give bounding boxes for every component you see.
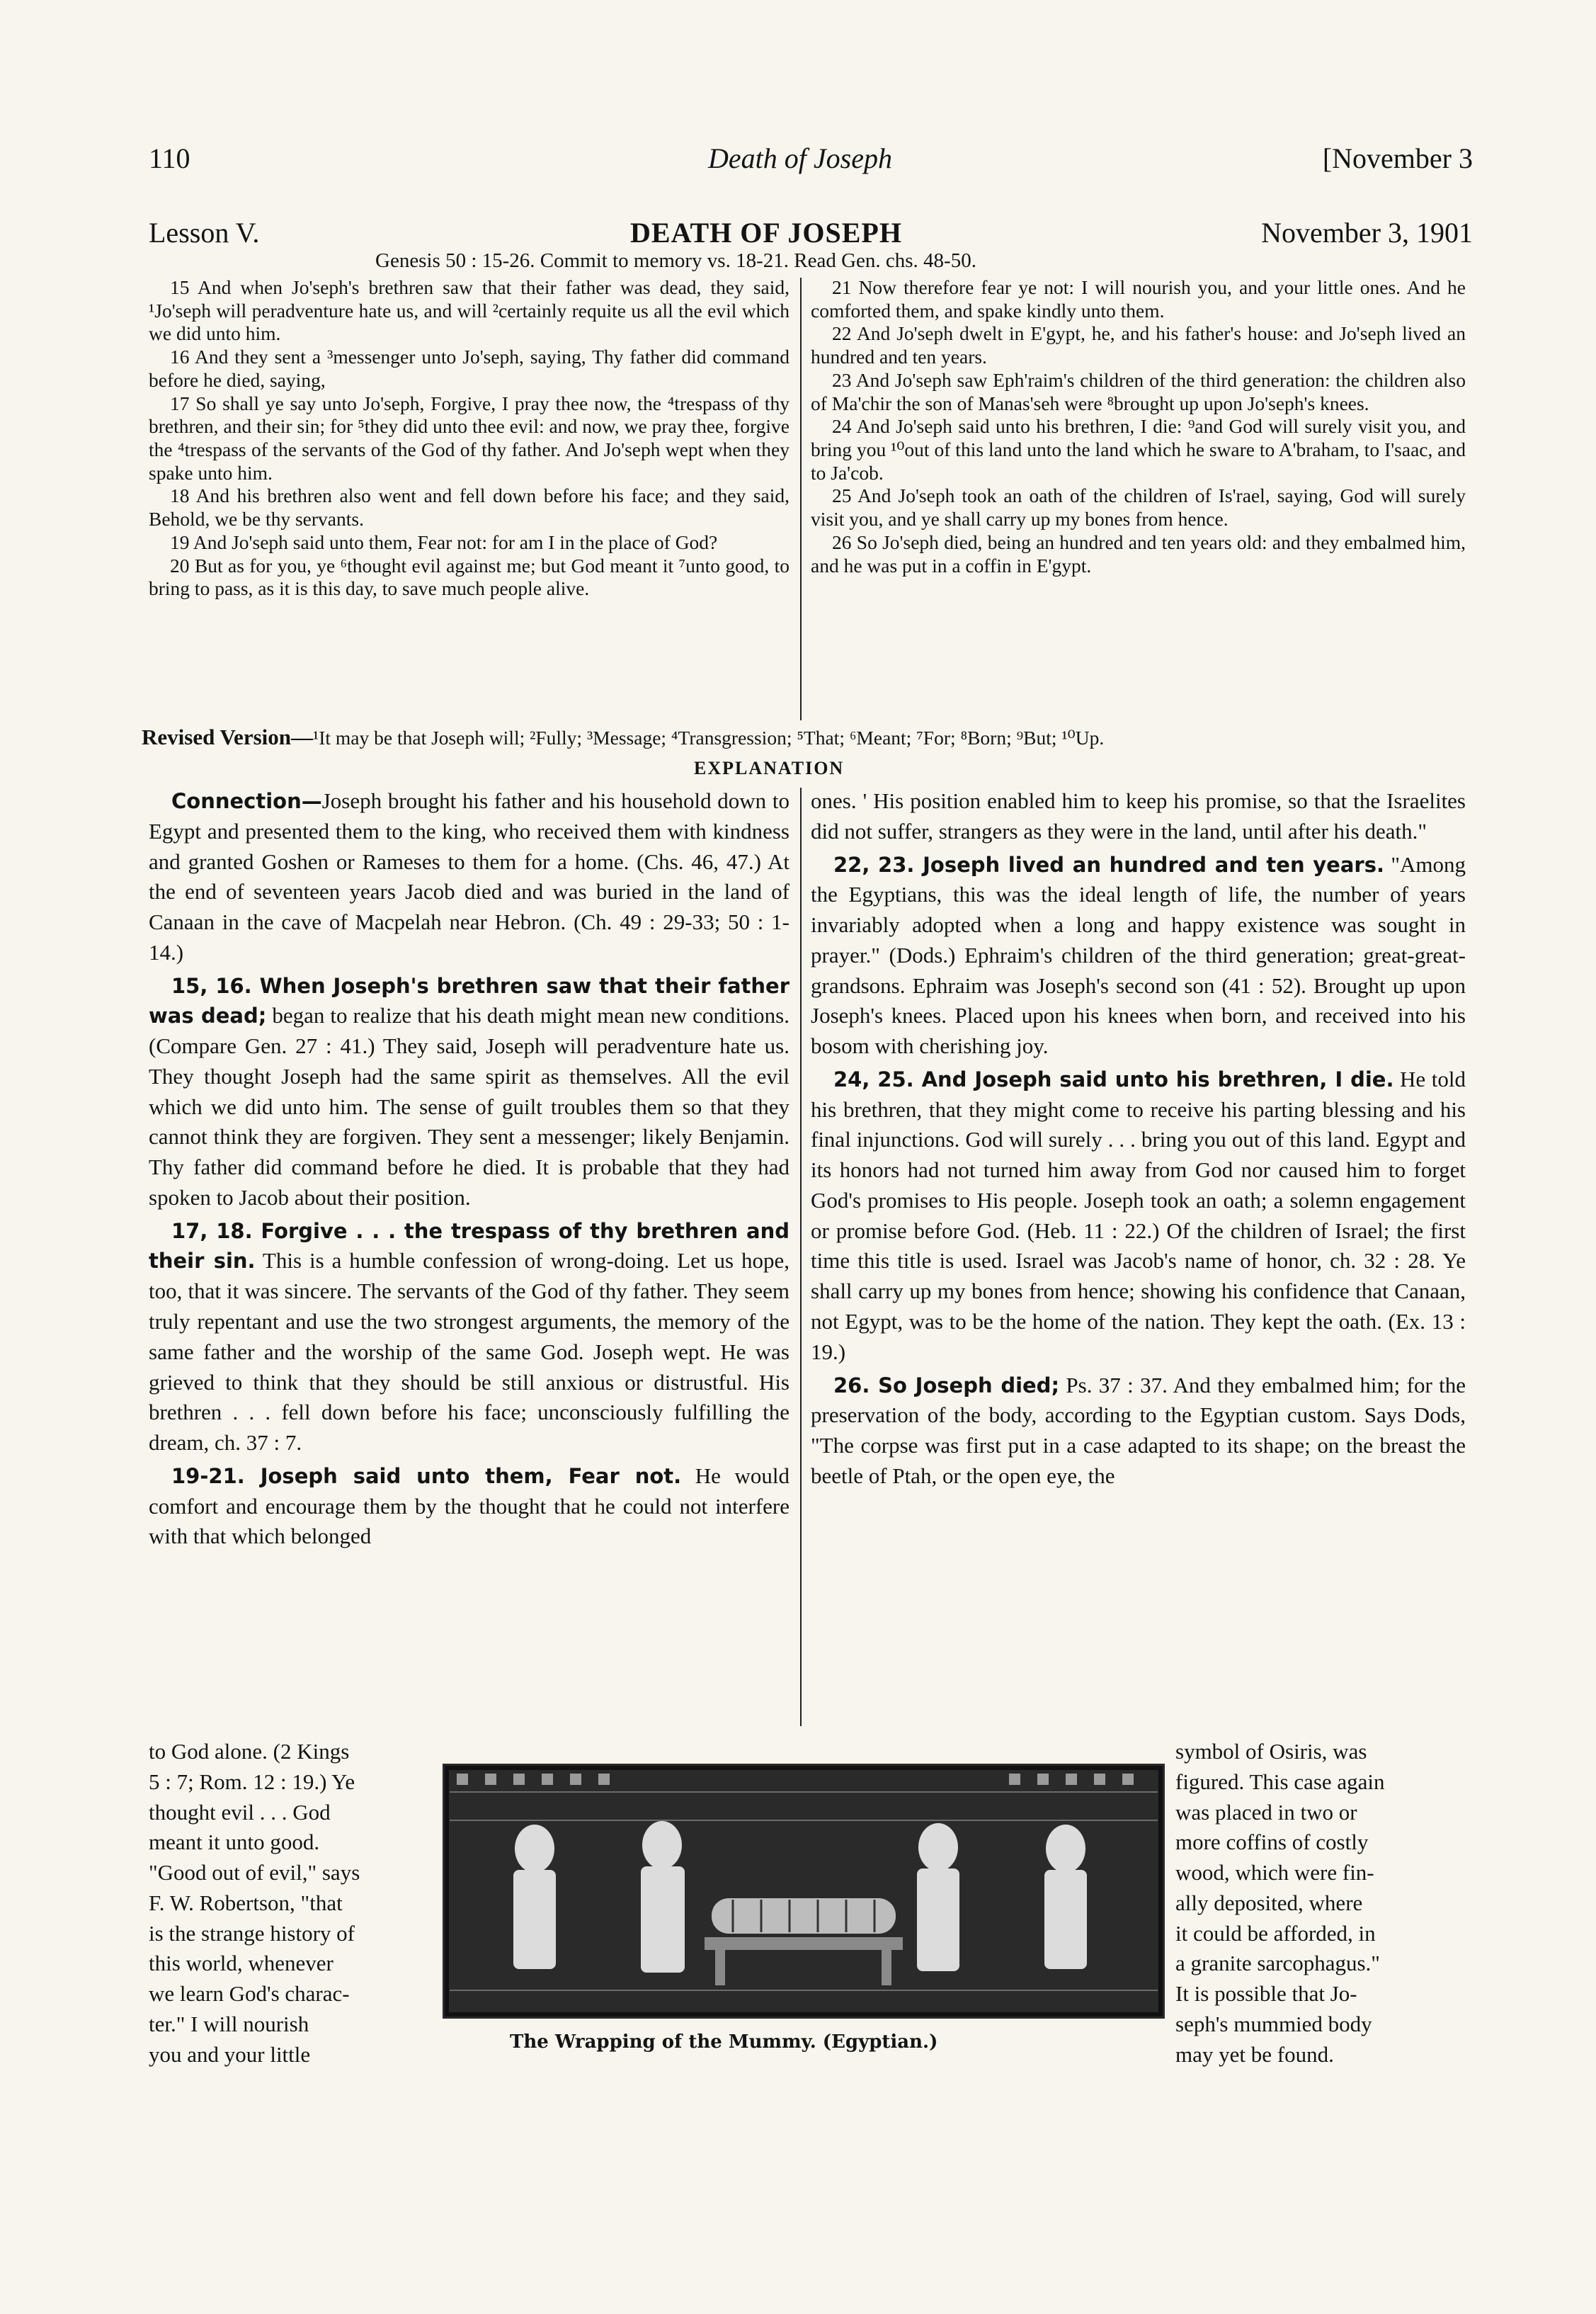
text-line: 5 : 7; Rom. 12 : 19.) Ye [149,1769,355,1794]
explanation-paragraph [149,971,790,1213]
text-line: may yet be found. [1175,2041,1334,2067]
text-line: it could be afforded, in [1175,1920,1376,1946]
paragraph-text: He would comfort and encourage them by the thought that he could not interfere with that which belonged [149,1463,790,1549]
verse: 20 But as for you, ye ⁶thought evil against me; but God meant it ⁷unto good, to bring to pass, as it is this day, to save much people alive. [149,554,790,600]
paragraph-lead: 19-21. Joseph said unto them, Fear not. [171,1463,682,1488]
explanation-paragraph [149,786,790,968]
verse: 18 And his brethren also went and fell down before his face; and they said, Behold, we be thy servants. [149,484,790,531]
paragraph-lead: Connection— [171,789,322,813]
text-line: is the strange history of [149,1920,355,1946]
explanation-paragraph [149,1216,790,1458]
verse: 24 And Jo'seph said unto his brethren, I die: ⁹and God will surely visit you, and bring you ¹⁰out of this land unto the land which he sware to A'braham, to I'saac, and to Ja'cob. [811,415,1466,484]
figure-caption: The Wrapping of the Mummy. (Egyptian.) [510,2031,938,2053]
verse: 19 And Jo'seph said unto them, Fear not: for am I in the place of God? [170,531,718,553]
lesson-date: November 3, 1901 [1261,217,1473,249]
explanation-paragraph [149,1461,790,1552]
lesson-title: DEATH OF JOSEPH [630,217,902,249]
column-divider [800,278,802,720]
explanation-paragraph [811,786,1466,847]
paragraph-text: "Among the Egyptians, this was the ideal length of life, the number of years invariably adopted when a long and happy existence was sought in prayer." (Dods.) Ephraim's children of the third generation; great-great-grandsons. Ephraim was Joseph's second son (41 : 52). Brought up upon Joseph's knees. Placed upon his knees when born, and received into his bosom with cherishing joy. [811,851,1466,1059]
paragraph-text: This is a humble confession of wrong-doing. Let us hope, too, that it was sincere. The servants of the God of thy father. They seem truly repentant and use the two strongest arguments, the memory of the same father and the worship of the same God. Joseph wept. He was grieved to think that they should be still anxious or distrustful. His brethren . . . fell down before his face; unconsciously fulfilling the dream, ch. 37 : 7. [149,1248,790,1456]
scripture-reference: Genesis 50 : 15-26. Commit to memory vs. 18-21. Read Gen. chs. 48-50. [375,249,976,272]
text-line: a granite sarcophagus." [1175,1951,1380,1976]
scripture-left-column [149,276,790,601]
paragraph-lead: 26. So Joseph died; [833,1373,1060,1397]
text-line: this world, whenever [149,1951,334,1976]
explanation-right-narrow [1175,1737,1466,2070]
text-line: you and your little [149,2041,311,2067]
text-line: "Good out of evil," says [149,1860,360,1885]
page [142,142,1473,2196]
explanation-heading: EXPLANATION [694,758,845,778]
verse: 16 And they sent a ³messenger unto Jo'seph, saying, Thy father did command before he died, saying, [149,346,790,391]
text-line: figured. This case again [1175,1769,1385,1794]
running-header [142,142,1473,184]
mummy-wrapping-illustration [443,1764,1165,2019]
text-line: wood, which were fin- [1175,1860,1374,1885]
revised-version-note [142,724,1473,750]
lesson-line [142,216,1473,251]
text-line: we learn God's charac- [149,1981,350,2007]
paragraph-text: began to realize that his death might mean new conditions. (Compare Gen. 27 : 41.) They said, Joseph will peradventure hate us. They thought Joseph had the same spirit as themselves. All the evil which we did unto him. The sense of guilt troubles them so that they cannot think they are forgiven. They sent a messenger; likely Benjamin. Thy father did command before he died. It is probable that they had spoken to Jacob about their position. [149,1003,790,1210]
explanation-paragraph [811,1371,1466,1492]
paragraph-text: Joseph brought his father and his household down to Egypt and presented them to the king, who received them with kindness and granted Goshen or Rameses to them for a home. (Chs. 46, 47.) At the end of seventeen years Jacob died and was buried in the land of Canaan in the cave of Macpelah near Hebron. (Ch. 49 : 29-33; 50 : 1-14.) [149,788,790,965]
explanation-left-narrow [149,1737,439,2070]
revised-version-text: ¹It may be that Joseph will; ²Fully; ³Message; ⁴Transgression; ⁵That; ⁶Meant; ⁷For; ⁸Born; ⁹But; ¹⁰Up. [313,727,1105,749]
verse: 15 And when Jo'seph's brethren saw that their father was dead, they said, ¹Jo'seph will peradventure hate us, and will ²certainly requite us all the evil which we did unto him. [149,276,790,345]
text-line: symbol of Osiris, was [1175,1739,1367,1764]
text-line: ally deposited, where [1175,1890,1363,1915]
explanation-paragraph [811,850,1466,1062]
column-divider [800,788,802,1726]
text-line: It is possible that Jo- [1175,1981,1357,2007]
scripture-right-column [811,276,1466,577]
revised-version-label: Revised Version— [142,725,313,749]
verse: 26 So Jo'seph died, being an hundred and ten years old: and they embalmed him, and he was put in a coffin in E'gypt. [811,531,1466,577]
paragraph-text: Ps. 37 : 37. And they embalmed him; for the preservation of the body, according to the Egyptian custom. Says Dods, "The corpse was first put in a case adapted to its shape; on the breast the beetle of Ptah, or the open eye, the [811,1372,1466,1488]
verse: 21 Now therefore fear ye not: I will nourish you, and your little ones. And he comforted them, and spake kindly unto them. [811,276,1466,322]
verse: 23 And Jo'seph saw Eph'raim's children of the third generation: the children also of Ma'chir the son of Manas'seh were ⁸brought up upon Jo'seph's knees. [811,368,1466,414]
paragraph-lead: 24, 25. And Joseph said unto his brethren, I die. [833,1067,1394,1091]
verse: 25 And Jo'seph took an oath of the children of Is'rael, saying, God will surely visit you, and ye shall carry up my bones from hence. [811,484,1466,531]
header-date: [November 3 [1322,142,1473,174]
explanation-left-column [149,786,790,1555]
paragraph-text: ones. ' His position enabled him to keep his promise, so that the Israelites did not suffer, strangers as they were in the land, until after his death." [811,788,1466,844]
page-number: 110 [149,142,190,174]
paragraph-lead: 15, 16. When Joseph's brethren saw that their father was dead; [149,973,790,1028]
running-title: Death of Joseph [708,142,892,174]
lesson-label: Lesson V. [149,217,260,249]
text-line: more coffins of costly [1175,1830,1369,1855]
paragraph-lead: 22, 23. Joseph lived an hundred and ten years. [833,852,1384,877]
explanation-paragraph [811,1065,1466,1368]
text-line: meant it unto good. [149,1830,320,1855]
text-line: thought evil . . . God [149,1799,331,1825]
text-line: to God alone. (2 Kings [149,1739,350,1764]
paragraph-text: He told his brethren, that they might come to receive his parting blessing and his final injunctions. God will surely . . . bring you out of this land. Egypt and its honors had not turned him away from God nor caused him to forget God's promises to His people. Joseph took an oath; a solemn engagement or promise before God. (Heb. 11 : 22.) Of the children of Israel; the first time this title is used. Israel was Jacob's name of honor, ch. 32 : 28. Ye shall carry up my bones from hence; showing his confidence that Canaan, not Egypt, was to be the home of the nation. They kept the oath. (Ex. 13 : 19.) [811,1066,1466,1364]
verse: 22 And Jo'seph dwelt in E'gypt, he, and his father's house: and Jo'seph lived an hundred and ten years. [811,322,1466,368]
explanation-right-column [811,786,1466,1495]
paragraph-lead: 17, 18. Forgive . . . the trespass of thy brethren and their sin. [149,1218,790,1274]
text-line: seph's mummied body [1175,2011,1372,2036]
text-line: ter." I will nourish [149,2011,309,2036]
verse: 17 So shall ye say unto Jo'seph, Forgive, I pray thee now, the ⁴trespass of thy brethren, and their sin; for ⁵they did unto thee evil: and now, we pray thee, forgive the ⁴trespass of the servants of the God of thy father. And Jo'seph wept when they spake unto him. [149,392,790,484]
text-line: F. W. Robertson, "that [149,1890,343,1915]
text-line: was placed in two or [1175,1799,1357,1825]
